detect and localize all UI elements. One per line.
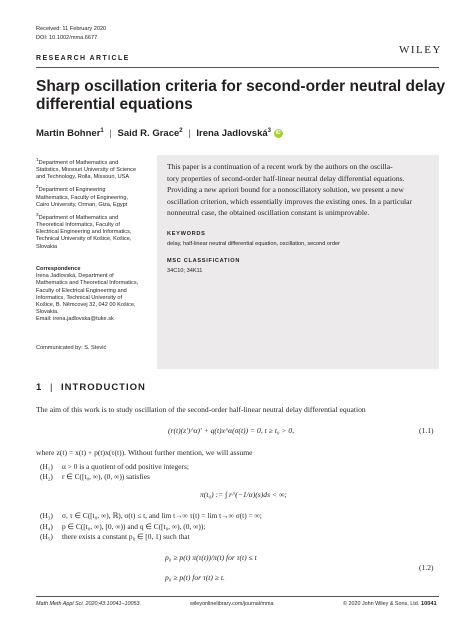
hypothesis-h3: (H₃) σ, τ ∈ C([t₀, ∞), ℝ), σ(t) ≤ t, and lim t→∞ τ(t) = lim t→∞ σ(t) = ∞; <box>40 511 262 520</box>
hypothesis-h2: (H₂) r ∈ C([t₀, ∞), (0, ∞)) satisfies <box>40 472 150 481</box>
msc-text: 34C10; 34K11 <box>167 268 203 274</box>
equation-1-1: (r(t)(z′)^α)′ + q(t)x^α(σ(t)) = 0, t ≥ t₀ > 0, <box>168 426 295 435</box>
received-date: Received: 11 February 2020 <box>36 26 107 32</box>
author-sup: 3 <box>267 128 271 134</box>
publisher-logo: WILEY <box>399 44 442 56</box>
author-separator: | <box>188 128 191 140</box>
keywords-text: delay, half-linear neutral differential equation, oscillation, second order <box>167 241 340 247</box>
msc-heading: MSC CLASSIFICATION <box>167 258 241 264</box>
equation-number: (1.2) <box>419 563 434 572</box>
keywords-heading: KEYWORDS <box>167 231 206 237</box>
correspondence-email[interactable]: Email: irena.jadlovska@tuke.sk <box>36 316 114 323</box>
author-name[interactable]: Irena Jadlovská <box>196 128 268 140</box>
correspondence: Correspondence Irena Jadlovská, Department of Mathematics and Theoretical Informatics, Faculty of Electrical Engineering and Informatics, Technical University of Košice, B. Němcovej 32, 042 00 Košice, Slovakia. Email: irena.jadlovska@tuke.sk <box>36 266 166 324</box>
equation-1-2-line-1: p₀ ≥ p(t) π(τ(t))/π(t) for τ(t) ≤ t <box>165 553 257 562</box>
author-sup: 1 <box>100 128 104 134</box>
author-name[interactable]: Martin Bohner <box>36 128 101 140</box>
author-separator: | <box>109 128 112 140</box>
section-label: RESEARCH ARTICLE <box>36 55 130 62</box>
page-number: 10041 <box>421 601 437 607</box>
header-rule <box>36 67 439 68</box>
correspondence-heading: Correspondence <box>36 266 81 272</box>
equation-1-2-line-2: p₀ ≥ p(t) for τ(t) ≥ t. <box>165 573 225 582</box>
section-separator: | <box>49 382 54 393</box>
footer-copyright: © 2020 John Wiley & Sons, Ltd. <box>343 601 420 607</box>
hypothesis-h4: (H₄) p ∈ C([t₀, ∞), [0, ∞)) and q ∈ C([t₀, ∞), (0, ∞)); <box>40 522 206 531</box>
section-number: 1 <box>36 382 43 393</box>
author-sup: 2 <box>179 128 183 134</box>
where-text: where z(t) = x(t) + p(t)x(τ(t)). Without further mention, we will assume <box>36 448 253 457</box>
author-list <box>36 128 283 139</box>
section-title: INTRODUCTION <box>61 382 146 393</box>
author-name[interactable]: Said R. Grace <box>117 128 180 140</box>
abstract-text: This paper is a continuation of a recent work by the authors on the oscilla- tory properties of second-order half-linear neutral delay differential equations. Providing a new apriori bound for a nonoscillatory solution, we present a new oscillation criterion, which essentially improves the existing ones. In a particular nonneutral case, the obtained oscillation constant is unimprovable. <box>167 162 413 218</box>
orcid-icon[interactable]: iD <box>275 130 281 137</box>
affiliation: $^2$Department of Engineering Mathematics, Faculty of Engineering, Cairo University, Orman, Giza, Egypt <box>36 184 129 208</box>
affiliation: $^3$Department of Mathematics and Theoretical Informatics, Faculty of Electrical Engineering and Informatics, Technical University of Košice, Košice, Slovakia <box>36 211 132 250</box>
doi[interactable]: DOI: 10.1002/mma.6677 <box>36 35 98 41</box>
section-heading <box>36 382 146 393</box>
footer-rule <box>36 596 439 597</box>
affiliation: $^1$Department of Mathematics and Statistics, Missouri University of Science and Technology, Rolla, Missouri, USA <box>36 157 137 181</box>
title-line-2: differential equations <box>36 96 193 113</box>
communicated-by: Communicated by: S. Stević <box>36 345 107 351</box>
pi-equation: π(t₀) := ∫ r^(−1/α)(s)ds < ∞; <box>200 490 287 499</box>
hypothesis-h1: (H₁) α > 0 is a quotient of odd positive integers; <box>40 462 189 471</box>
title-line-1: Sharp oscillation criteria for second-order neutral delay <box>36 78 446 95</box>
footer-url[interactable]: wileyonlinelibrary.com/journal/mma <box>190 601 274 607</box>
intro-paragraph: The aim of this work is to study oscillation of the second-order half-linear neutral delay differential equation <box>36 405 366 414</box>
hypothesis-h5: (H₅) there exists a constant p₀ ∈ [0, 1) such that <box>40 532 190 541</box>
article-title <box>36 78 446 114</box>
affiliations <box>36 156 161 251</box>
footer-journal: Math Meth Appl Sci. 2020;43:10041–10053. <box>36 601 141 607</box>
abstract-box <box>157 155 439 369</box>
equation-number: (1.1) <box>419 426 434 435</box>
